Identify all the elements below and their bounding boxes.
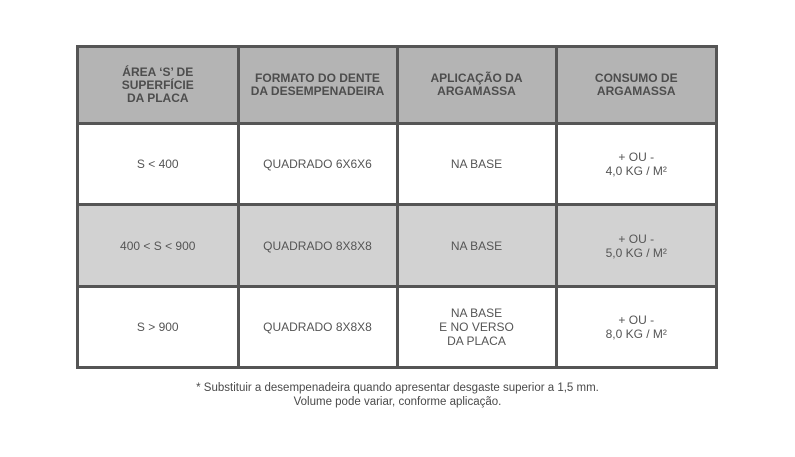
table-row — [79, 205, 715, 286]
cell-tooth-format: QUADRADO 8X8X8 — [238, 286, 397, 366]
table-header-row — [79, 48, 715, 124]
cell-consumption: + OU - 5,0 KG / M² — [556, 205, 715, 286]
header-area: ÁREA ‘S’ DE SUPERFÍCIE DA PLACA — [79, 48, 238, 124]
cell-area: S < 400 — [79, 124, 238, 205]
table-row — [79, 124, 715, 205]
cell-tooth-format: QUADRADO 8X8X8 — [238, 205, 397, 286]
consumption-table — [76, 45, 718, 369]
spec-table — [79, 48, 715, 366]
cell-tooth-format: QUADRADO 6X6X6 — [238, 124, 397, 205]
footnote — [0, 381, 795, 409]
footnote-line-1: * Substituir a desempenadeira quando apresentar desgaste superior a 1,5 mm. — [196, 382, 599, 394]
header-application: APLICAÇÃO DA ARGAMASSA — [397, 48, 556, 124]
cell-area: 400 < S < 900 — [79, 205, 238, 286]
header-consumption: CONSUMO DE ARGAMASSA — [556, 48, 715, 124]
table-row — [79, 286, 715, 366]
cell-consumption: + OU - 8,0 KG / M² — [556, 286, 715, 366]
cell-application: NA BASE — [397, 124, 556, 205]
footnote-line-2: Volume pode variar, conforme aplicação. — [293, 396, 502, 408]
cell-application: NA BASE — [397, 205, 556, 286]
cell-application: NA BASE E NO VERSO DA PLACA — [397, 286, 556, 366]
cell-area: S > 900 — [79, 286, 238, 366]
cell-consumption: + OU - 4,0 KG / M² — [556, 124, 715, 205]
header-tooth-format: FORMATO DO DENTE DA DESEMPENADEIRA — [238, 48, 397, 124]
